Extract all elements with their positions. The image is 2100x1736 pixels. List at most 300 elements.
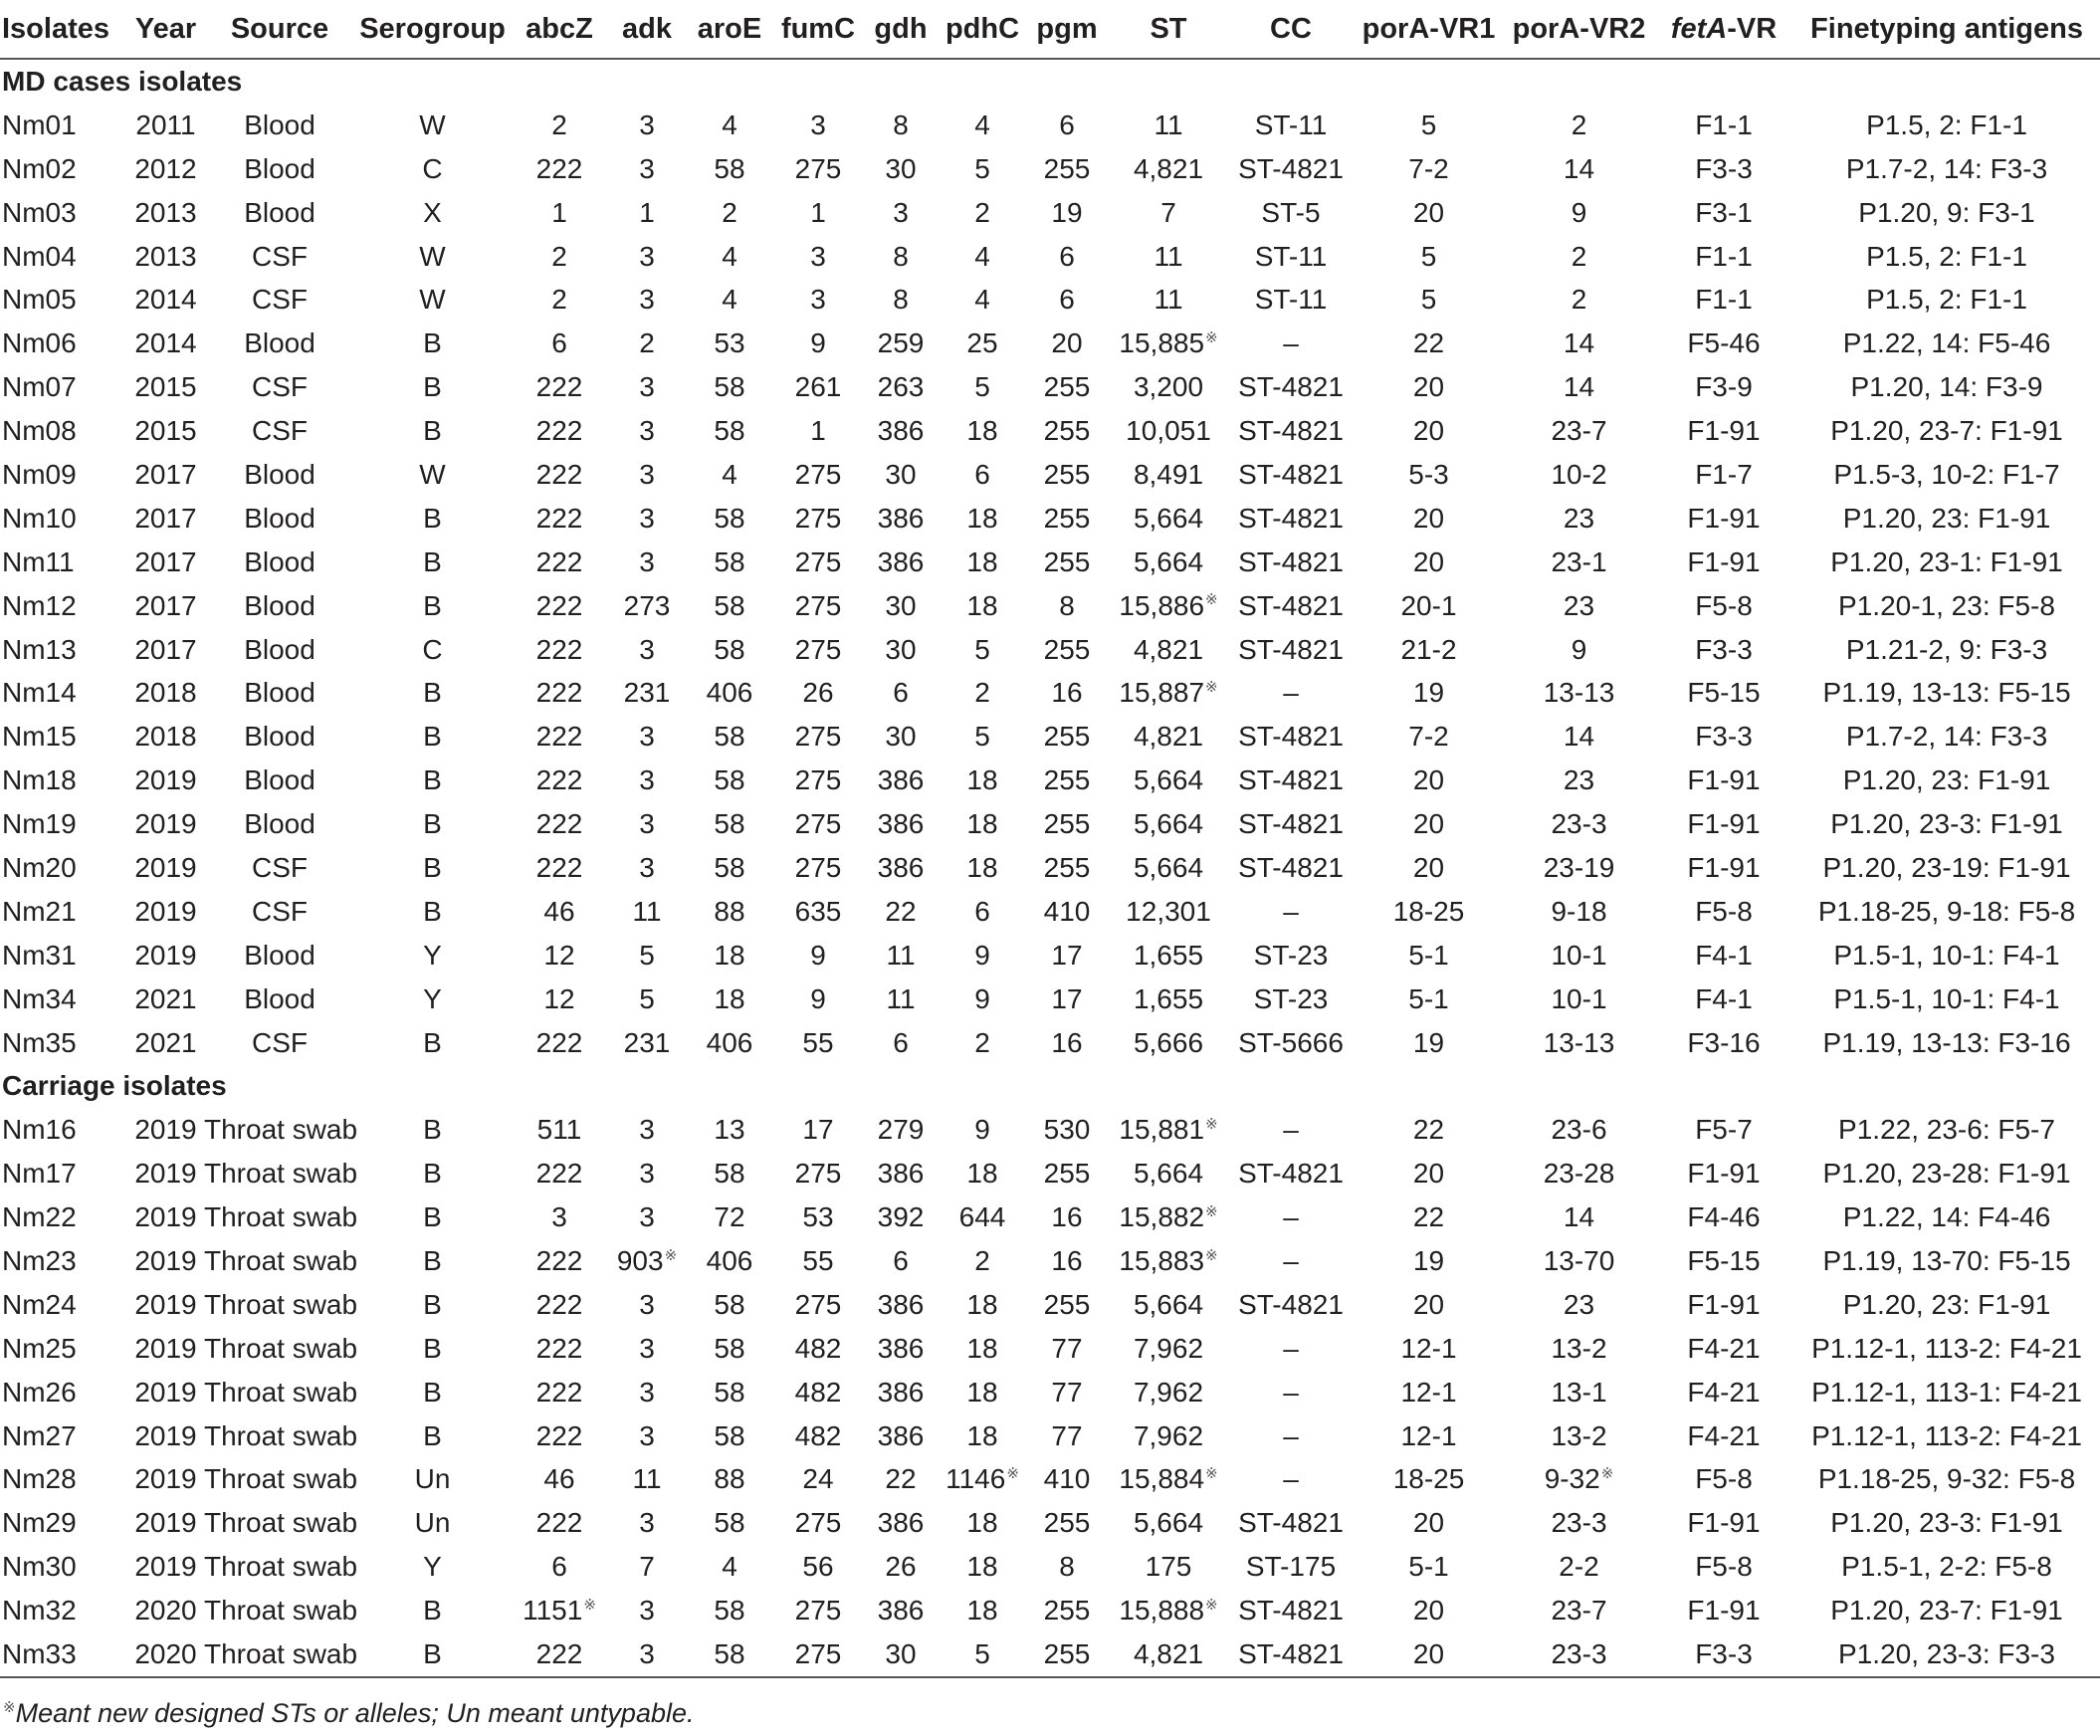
column-header: porA-VR1 <box>1354 0 1504 59</box>
table-cell: 20-1 <box>1400 589 1457 621</box>
table-cell: 4,821 <box>1133 633 1204 665</box>
table-cell: 222 <box>535 851 583 883</box>
column-header: Isolates <box>0 0 127 59</box>
table-cell: – <box>1283 1244 1299 1276</box>
table-cell: B <box>423 1114 442 1146</box>
table-cell: F1-91 <box>1687 545 1761 577</box>
table-cell: 6 <box>893 1026 909 1058</box>
table-cell: 9-18 <box>1551 895 1607 927</box>
table-cell: F5-8 <box>1695 589 1753 621</box>
table-cell: Nm14 <box>2 677 77 709</box>
table-cell: – <box>1283 1376 1299 1408</box>
table-cell: 12 <box>543 939 575 971</box>
table-cell: 13-1 <box>1551 1376 1607 1408</box>
table-cell: 275 <box>794 808 842 840</box>
table-row <box>0 1152 2100 1195</box>
table-cell: 5 <box>1420 240 1437 272</box>
table-cell: 5-1 <box>1408 1551 1449 1583</box>
table-cell: – <box>1283 1332 1299 1364</box>
table-cell: 20 <box>1412 545 1445 577</box>
table-row <box>0 1371 2100 1414</box>
table-cell: Blood <box>244 327 315 359</box>
table-row <box>0 278 2100 322</box>
table-cell: P1.20, 9: F3-1 <box>1858 196 2035 228</box>
table-cell: 22 <box>1412 1114 1445 1146</box>
table-cell: 5-3 <box>1408 458 1449 490</box>
table-cell: 2019 <box>134 764 197 796</box>
table-cell: 222 <box>535 545 583 577</box>
table-cell: 275 <box>794 589 842 621</box>
table-cell: 18 <box>966 415 998 447</box>
table-cell: 20 <box>1412 851 1445 883</box>
table-cell: 5 <box>974 633 990 665</box>
table-cell: 23 <box>1563 1288 1595 1320</box>
table-cell: Nm02 <box>2 152 77 184</box>
table-row <box>0 1327 2100 1371</box>
table-cell: B <box>423 1026 442 1058</box>
table-cell: P1.5-1, 2-2: F5-8 <box>1841 1551 2052 1583</box>
table-cell: ST-4821 <box>1238 502 1344 534</box>
table-cell: 23-3 <box>1551 1507 1607 1539</box>
table-cell: Blood <box>244 589 315 621</box>
table-cell: 3 <box>551 1201 567 1233</box>
table-cell: 3 <box>810 108 826 140</box>
table-cell: F1-91 <box>1687 1595 1761 1627</box>
table-cell: 275 <box>794 502 842 534</box>
table-cell: 23-6 <box>1551 1114 1607 1146</box>
table-cell: 13-2 <box>1551 1419 1607 1451</box>
table-cell: 255 <box>1043 851 1091 883</box>
table-cell: 275 <box>794 1158 842 1190</box>
table-cell: ST-4821 <box>1238 545 1344 577</box>
table-cell: 275 <box>774 1632 862 1677</box>
table-cell: F1-91 <box>1687 1288 1761 1320</box>
table-cell: F3-9 <box>1695 371 1753 403</box>
table-cell: 21-2 <box>1400 633 1457 665</box>
table-cell: 2015 <box>134 371 197 403</box>
table-cell: 3 <box>639 1595 655 1627</box>
table-cell: ST-4821 <box>1238 851 1344 883</box>
table-cell: 22 <box>1412 327 1445 359</box>
table-cell: B <box>423 1201 442 1233</box>
table-cell: 386 <box>877 415 925 447</box>
table-cell: 3 <box>639 415 655 447</box>
table-cell: 222 <box>535 371 583 403</box>
table-cell: 255 <box>1043 415 1091 447</box>
table-cell: ST-23 <box>1253 982 1329 1014</box>
table-cell: F5-8 <box>1695 1551 1753 1583</box>
table-cell: 58 <box>714 371 745 403</box>
table-cell: 12,301 <box>1126 895 1211 927</box>
table-cell: 6 <box>974 895 990 927</box>
table-cell: 5 <box>974 152 990 184</box>
table-row <box>0 1195 2100 1239</box>
table-cell: 222 <box>535 1288 583 1320</box>
footnote-marker: ※ <box>3 1699 16 1716</box>
table-cell: 273 <box>623 589 671 621</box>
table-row <box>0 759 2100 802</box>
table-cell: 19 <box>1412 677 1445 709</box>
table-cell: 20 <box>1354 1632 1504 1677</box>
table-cell: 6 <box>551 1551 567 1583</box>
table-cell: 3 <box>639 1158 655 1190</box>
table-cell: P1.20, 23: F1-91 <box>1842 764 2051 796</box>
table-cell: Nm06 <box>2 327 77 359</box>
table-cell: B <box>423 371 442 403</box>
table-cell: 6 <box>1059 108 1075 140</box>
table-cell: 5,664 <box>1133 545 1204 577</box>
table-cell: 3 <box>639 851 655 883</box>
table-cell: 275 <box>794 152 842 184</box>
table-cell: 18 <box>966 1551 998 1583</box>
table-cell: B <box>423 1376 442 1408</box>
table-cell: CSF <box>252 240 308 272</box>
table-cell: 2021 <box>134 982 197 1014</box>
table-cell: F3-16 <box>1687 1026 1761 1058</box>
table-cell: 77 <box>1051 1419 1083 1451</box>
table-cell: P1.20, 23-19: F1-91 <box>1822 851 2071 883</box>
table-cell: 222 <box>510 1632 609 1677</box>
table-cell: ST-4821 <box>1238 633 1344 665</box>
table-cell: 2013 <box>134 196 197 228</box>
table-cell: ST-4821 <box>1238 1158 1344 1190</box>
table-cell: 58 <box>714 152 745 184</box>
table-cell: 5,664 <box>1133 764 1204 796</box>
table-cell: 18 <box>966 1419 998 1451</box>
table-cell: 12 <box>543 982 575 1014</box>
table-cell: Un <box>414 1507 451 1539</box>
table-cell: F4-21 <box>1687 1332 1761 1364</box>
table-cell: Blood <box>244 152 315 184</box>
column-header: Finetyping antigens <box>1793 0 2100 59</box>
table-cell: 2019 <box>134 808 197 840</box>
table-cell: 25 <box>966 327 998 359</box>
table-cell: Throat swab <box>204 1114 358 1146</box>
table-cell: P1.12-1, 113-1: F4-21 <box>1811 1376 2082 1408</box>
table-cell: 3 <box>639 1201 655 1233</box>
table-cell: 58 <box>714 808 745 840</box>
table-cell: Nm11 <box>2 545 75 577</box>
table-cell: P1.5, 2: F1-1 <box>1866 240 2027 272</box>
table-cell: ST-175 <box>1245 1551 1337 1583</box>
table-cell: – <box>1283 1201 1299 1233</box>
table-cell: CSF <box>252 284 308 316</box>
table-cell: 58 <box>714 1332 745 1364</box>
table-cell: 16 <box>1051 1244 1083 1276</box>
table-cell: 20 <box>1412 502 1445 534</box>
table-cell: CSF <box>252 895 308 927</box>
table-cell: Nm21 <box>2 895 77 927</box>
table-cell: 5,664 <box>1133 1158 1204 1190</box>
table-cell: B <box>423 1332 442 1364</box>
table-cell: 8 <box>1059 1551 1075 1583</box>
table-cell: 1,655 <box>1133 982 1204 1014</box>
table-cell: P1.20, 14: F3-9 <box>1850 371 2043 403</box>
table-cell: Nm10 <box>2 502 77 534</box>
table-cell: Blood <box>244 764 315 796</box>
table-cell: 255 <box>1043 152 1091 184</box>
table-cell: 17 <box>1051 982 1083 1014</box>
table-cell: 5,664 <box>1133 808 1204 840</box>
table-cell: Nm32 <box>2 1595 77 1627</box>
table-cell: 2019 <box>134 851 197 883</box>
table-cell: 3 <box>639 1114 655 1146</box>
table-cell: 2 <box>974 1244 990 1276</box>
table-cell: Nm34 <box>2 982 77 1014</box>
table-cell: 386 <box>877 1507 925 1539</box>
column-header: CC <box>1228 0 1354 59</box>
table-cell: 55 <box>802 1026 834 1058</box>
table-row <box>0 1589 2100 1632</box>
table-cell: 15,888※ <box>1119 1595 1218 1627</box>
table-row <box>0 1239 2100 1283</box>
table-cell: 88 <box>714 895 745 927</box>
table-cell: 10,051 <box>1126 415 1211 447</box>
table-cell: P1.20, 23: F1-91 <box>1842 1288 2051 1320</box>
column-header: Serogroup <box>355 0 510 59</box>
table-cell: 23 <box>1563 764 1595 796</box>
table-cell: 4 <box>722 458 737 490</box>
table-cell: B <box>423 545 442 577</box>
table-cell: ST-23 <box>1253 939 1329 971</box>
table-cell: 2 <box>551 240 567 272</box>
table-cell: 17 <box>1051 939 1083 971</box>
table-cell: P1.18-25, 9-32: F5-8 <box>1817 1463 2076 1495</box>
table-cell: 22 <box>1412 1201 1445 1233</box>
table-cell: F3-3 <box>1695 152 1753 184</box>
table-cell: 88 <box>714 1463 745 1495</box>
table-cell: Blood <box>244 458 315 490</box>
table-cell: P1.20, 23-1: F1-91 <box>1830 545 2063 577</box>
table-cell: Un <box>414 1463 451 1495</box>
table-cell: 4 <box>722 1551 737 1583</box>
table-cell: F1-1 <box>1695 240 1753 272</box>
table-row <box>0 802 2100 846</box>
table-cell: 222 <box>535 677 583 709</box>
table-cell: 255 <box>1043 371 1091 403</box>
table-cell: Nm23 <box>2 1244 77 1276</box>
table-cell: 4,821 <box>1133 152 1204 184</box>
table-cell: 6 <box>551 327 567 359</box>
table-cell: 53 <box>802 1201 834 1233</box>
table-cell: 23-7 <box>1551 415 1607 447</box>
table-body <box>0 59 2100 1677</box>
table-cell: 2018 <box>134 721 197 753</box>
table-cell: P1.5, 2: F1-1 <box>1866 284 2027 316</box>
table-cell: 2 <box>1571 284 1587 316</box>
table-cell: Nm35 <box>2 1026 77 1058</box>
table-cell: 9 <box>810 939 826 971</box>
table-cell: 58 <box>714 764 745 796</box>
table-cell: 20 <box>1412 415 1445 447</box>
table-cell: 3,200 <box>1133 371 1204 403</box>
table-cell: Nm18 <box>2 764 77 796</box>
table-cell: 22 <box>885 1463 917 1495</box>
table-cell: Blood <box>244 108 315 140</box>
table-cell: 23 <box>1563 502 1595 534</box>
table-cell: F4-1 <box>1695 939 1753 971</box>
table-cell: 7 <box>1160 196 1176 228</box>
table-cell: F5-15 <box>1687 677 1761 709</box>
table-row <box>0 1108 2100 1152</box>
table-cell: Throat swab <box>204 1376 358 1408</box>
table-cell: F1-91 <box>1687 502 1761 534</box>
table-cell: 15,887※ <box>1119 677 1218 709</box>
table-cell: 2020 <box>134 1595 197 1627</box>
table-cell: 386 <box>877 1158 925 1190</box>
table-cell: 23-7 <box>1551 1595 1607 1627</box>
table-cell: 255 <box>1043 545 1091 577</box>
table-cell: Blood <box>244 633 315 665</box>
table-cell: 13 <box>714 1114 745 1146</box>
table-cell: 14 <box>1563 152 1595 184</box>
table-cell: Y <box>423 1551 442 1583</box>
table-cell: B <box>423 808 442 840</box>
table-cell: 20 <box>1051 327 1083 359</box>
table-cell: 13-2 <box>1551 1332 1607 1364</box>
table-cell: 386 <box>877 1419 925 1451</box>
table-cell: 2013 <box>134 240 197 272</box>
table-cell: Throat swab <box>204 1201 358 1233</box>
table-row <box>0 934 2100 977</box>
table-cell: 255 <box>1043 502 1091 534</box>
table-cell: 231 <box>623 677 671 709</box>
table-cell: 2017 <box>134 545 197 577</box>
table-cell: P1.5, 2: F1-1 <box>1866 108 2027 140</box>
table-cell: 7,962 <box>1133 1376 1204 1408</box>
table-cell: 2018 <box>134 677 197 709</box>
table-cell: Nm19 <box>2 808 77 840</box>
table-cell: P1.5-3, 10-2: F1-7 <box>1833 458 2060 490</box>
table-cell: 3 <box>639 721 655 753</box>
table-cell: 4 <box>722 108 737 140</box>
table-cell: P1.12-1, 113-2: F4-21 <box>1811 1332 2082 1364</box>
table-cell: P1.19, 13-13: F3-16 <box>1822 1026 2071 1058</box>
table-cell: – <box>1283 327 1299 359</box>
table-row <box>0 1021 2100 1065</box>
table-cell: 8,491 <box>1133 458 1204 490</box>
table-cell: 410 <box>1043 1463 1091 1495</box>
table-row <box>0 1458 2100 1502</box>
table-cell: ST-4821 <box>1238 152 1344 184</box>
table-cell: 386 <box>877 808 925 840</box>
table-row <box>0 977 2100 1021</box>
table-cell: 511 <box>536 1114 582 1146</box>
table-cell: C <box>422 152 443 184</box>
table-cell: Nm01 <box>2 108 77 140</box>
table-cell: 1151※ <box>523 1595 596 1627</box>
table-cell: F4-1 <box>1695 982 1753 1014</box>
table-cell: 55 <box>802 1244 834 1276</box>
table-cell: B <box>423 327 442 359</box>
table-cell: 14 <box>1563 721 1595 753</box>
table-cell: 2015 <box>134 415 197 447</box>
table-cell: 15,883※ <box>1119 1244 1218 1276</box>
table-cell: 12-1 <box>1400 1376 1457 1408</box>
table-cell: Throat swab <box>204 1595 358 1627</box>
table-cell: Blood <box>244 721 315 753</box>
table-cell: 18 <box>714 939 745 971</box>
table-cell: Nm05 <box>2 284 77 316</box>
table-cell: – <box>1283 1463 1299 1495</box>
table-cell: F1-1 <box>1695 108 1753 140</box>
table-cell: 19 <box>1412 1026 1445 1058</box>
table-cell: Y <box>423 939 442 971</box>
table-cell: 2 <box>722 196 737 228</box>
table-cell: Nm22 <box>2 1201 77 1233</box>
table-cell: 9 <box>974 982 990 1014</box>
table-cell: 20 <box>1412 371 1445 403</box>
table-cell: 2019 <box>134 1419 197 1451</box>
table-cell: P1.12-1, 113-2: F4-21 <box>1811 1419 2082 1451</box>
table-cell: 5,664 <box>1133 851 1204 883</box>
column-header: porA-VR2 <box>1504 0 1654 59</box>
table-cell: 275 <box>794 1595 842 1627</box>
table-cell: Blood <box>244 677 315 709</box>
table-cell: 2017 <box>134 633 197 665</box>
table-cell: Blood <box>244 502 315 534</box>
table-cell: 482 <box>794 1419 842 1451</box>
table-cell: 58 <box>714 1376 745 1408</box>
table-cell: 23-1 <box>1551 545 1607 577</box>
table-cell: 2021 <box>134 1026 197 1058</box>
table-cell: 3 <box>639 108 655 140</box>
table-cell: 46 <box>543 1463 575 1495</box>
table-cell: Nm25 <box>2 1332 77 1364</box>
table-cell: 10-1 <box>1551 982 1607 1014</box>
table-cell: W <box>419 458 446 490</box>
table-cell: F4-21 <box>1687 1376 1761 1408</box>
table-cell: 903※ <box>616 1244 678 1276</box>
table-cell: 58 <box>685 1632 774 1677</box>
table-cell: 222 <box>535 589 583 621</box>
table-cell: 386 <box>877 502 925 534</box>
table-cell: B <box>423 1244 442 1276</box>
table-cell: 3 <box>639 1288 655 1320</box>
table-cell: Throat swab <box>204 1158 358 1190</box>
table-cell: Nm29 <box>2 1507 77 1539</box>
table-row <box>0 365 2100 409</box>
table-cell: 11 <box>632 895 662 927</box>
table-cell: 6 <box>893 677 909 709</box>
table-cell: 18 <box>966 1332 998 1364</box>
table-cell: 46 <box>543 895 575 927</box>
table-cell: 5 <box>940 1632 1025 1677</box>
table-cell: 222 <box>535 721 583 753</box>
table-cell: 5 <box>639 939 655 971</box>
table-cell: 15,884※ <box>1119 1463 1218 1495</box>
table-cell: 30 <box>862 1632 940 1677</box>
table-cell: 275 <box>794 851 842 883</box>
table-cell: W <box>419 108 446 140</box>
table-cell: 5,666 <box>1133 1026 1204 1058</box>
table-cell: ST-5 <box>1261 196 1321 228</box>
table-cell: 255 <box>1043 764 1091 796</box>
table-cell: 3 <box>639 1507 655 1539</box>
table-cell: Throat swab <box>204 1419 358 1451</box>
table-cell: 7-2 <box>1408 721 1449 753</box>
table-cell: 2 <box>551 284 567 316</box>
table-cell: 10-1 <box>1551 939 1607 971</box>
table-cell: 11 <box>632 1463 662 1495</box>
table-cell: F1-91 <box>1687 1158 1761 1190</box>
table-cell: 58 <box>714 1507 745 1539</box>
table-cell: 8 <box>893 284 909 316</box>
table-cell: 9 <box>974 939 990 971</box>
table-cell: 2014 <box>134 284 197 316</box>
table-cell: 255 <box>1043 1288 1091 1320</box>
table-cell: 275 <box>794 721 842 753</box>
